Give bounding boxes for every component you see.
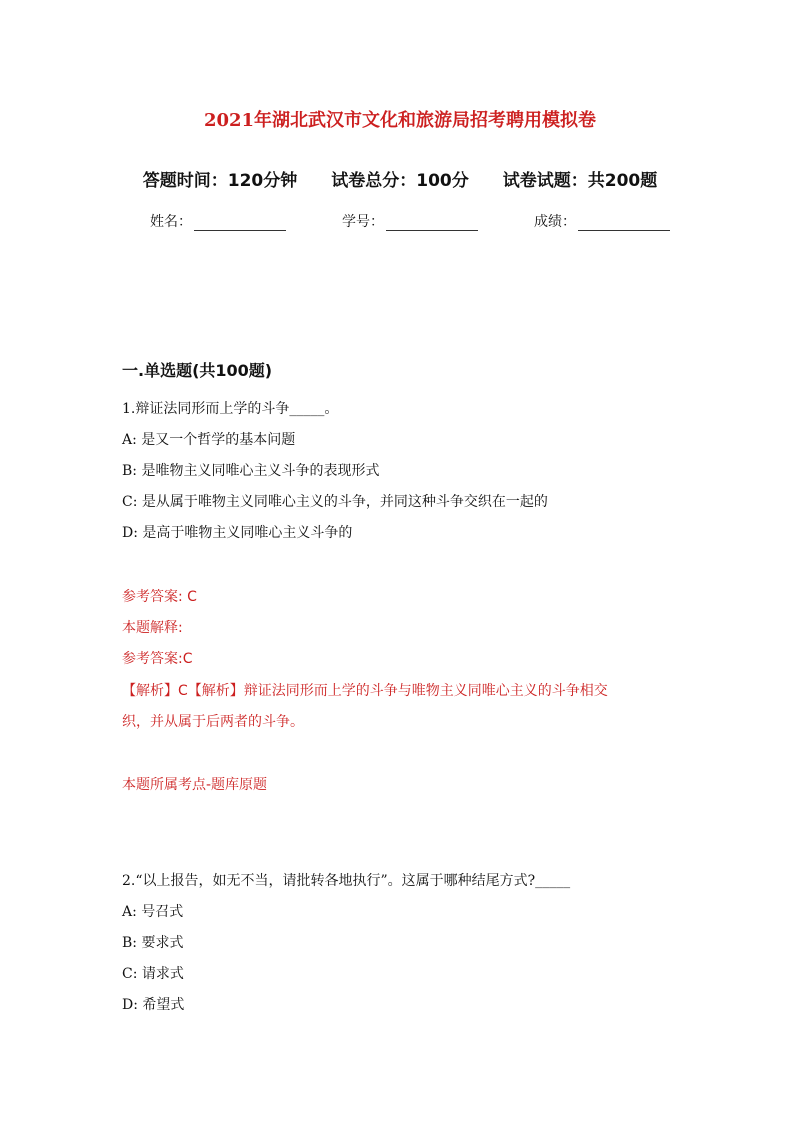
id-label: 学号： <box>342 214 384 230</box>
section-heading: 一.单选题(共100题) <box>122 361 273 380</box>
exam-total-score: 试卷总分：100分 <box>331 171 469 191</box>
question-2-option-a: A: 号召式 <box>122 904 184 920</box>
question-1-option-c: C: 是从属于唯物主义同唯心主义的斗争，并同这种斗争交织在一起的 <box>122 494 548 510</box>
name-label: 姓名： <box>150 214 192 230</box>
question-2-option-d: D: 希望式 <box>122 997 185 1013</box>
question-1-explain-label: 本题解释: <box>122 620 183 636</box>
question-1-stem: 1.辩证法同形而上学的斗争_____。 <box>122 401 339 417</box>
name-blank <box>194 216 286 231</box>
question-1-answer: 参考答案: C <box>122 589 197 605</box>
question-1-source: 本题所属考点-题库原题 <box>122 777 268 793</box>
question-2-stem: 2.“以上报告，如无不当，请批转各地执行”。这属于哪种结尾方式?_____ <box>122 873 571 889</box>
question-1-answer-repeat: 参考答案:C <box>122 651 193 667</box>
id-field <box>342 211 478 231</box>
score-blank <box>578 216 670 231</box>
question-2-option-b: B: 要求式 <box>122 935 184 951</box>
id-blank <box>386 216 478 231</box>
question-1-option-d: D: 是高于唯物主义同唯心主义斗争的 <box>122 525 353 541</box>
question-2-option-c: C: 请求式 <box>122 966 184 982</box>
exam-time: 答题时间：120分钟 <box>142 171 298 191</box>
name-field <box>150 211 286 231</box>
exam-title: 2021年湖北武汉市文化和旅游局招考聘用模拟卷 <box>203 110 597 131</box>
score-label: 成绩： <box>534 214 576 230</box>
question-1-analysis-line-1: 【解析】C【解析】辩证法同形而上学的斗争与唯物主义同唯心主义的斗争相交 <box>122 683 608 699</box>
question-1-option-b: B: 是唯物主义同唯心主义斗争的表现形式 <box>122 463 380 479</box>
exam-meta <box>0 166 800 191</box>
score-field <box>534 211 670 231</box>
question-1-analysis-line-2: 织，并从属于后两者的斗争。 <box>122 714 304 730</box>
student-info <box>150 211 670 231</box>
exam-question-count: 试卷试题：共200题 <box>502 171 658 191</box>
question-1-option-a: A: 是又一个哲学的基本问题 <box>122 432 296 448</box>
